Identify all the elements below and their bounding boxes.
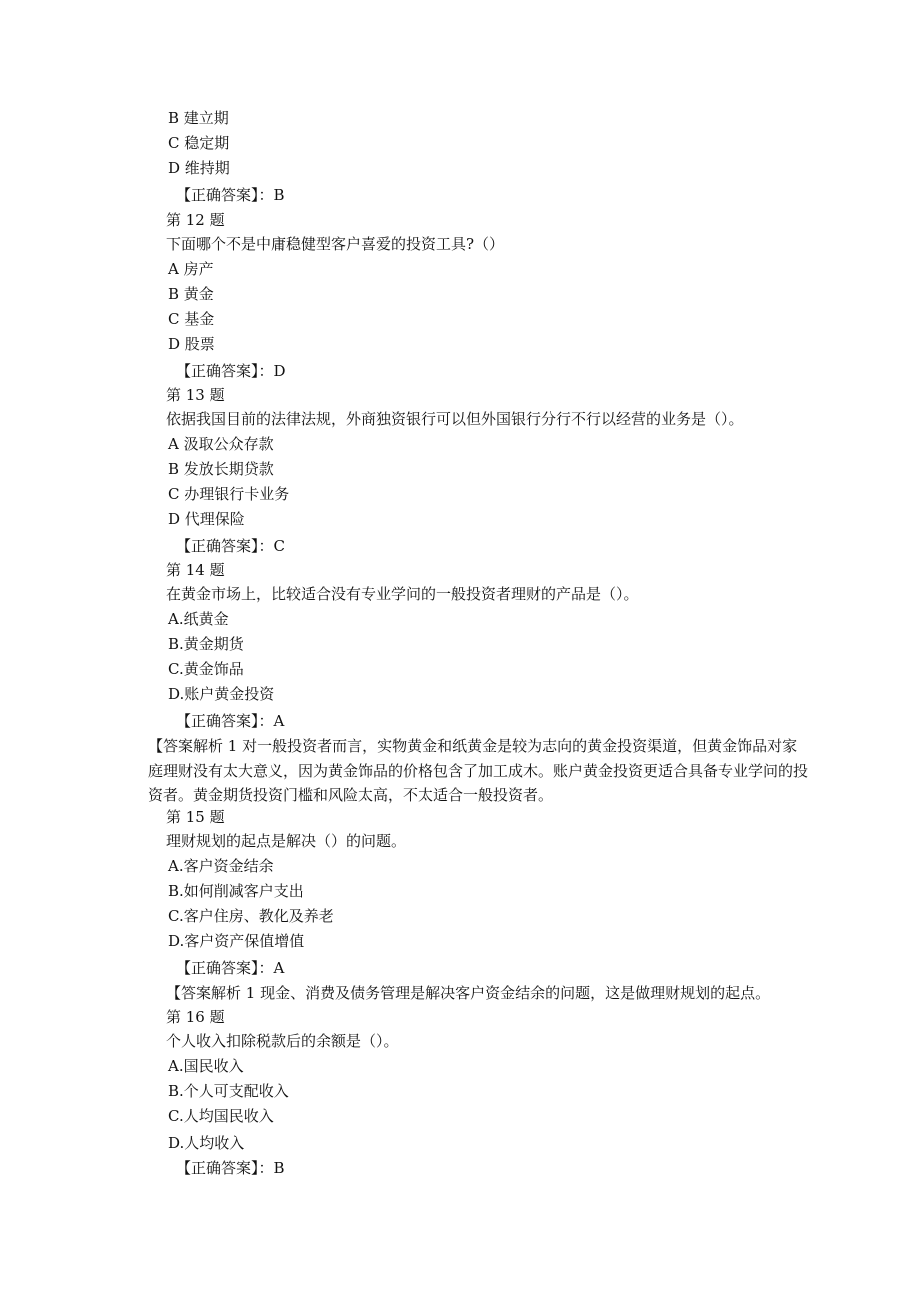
answer: 【正确答案】：A — [176, 959, 285, 977]
question-number: 第 15 题 — [166, 808, 225, 826]
option-d: D 股票 — [168, 335, 215, 353]
option-c: C.人均国民收入 — [168, 1107, 274, 1125]
option-d: D 维持期 — [168, 159, 230, 177]
answer: 【正确答案】：B — [176, 186, 285, 204]
option-b: B.如何削减客户支出 — [168, 882, 304, 900]
option-a: A.国民收入 — [168, 1057, 244, 1075]
option-a: A.纸黄金 — [168, 610, 229, 628]
option-d: D 代理保险 — [168, 510, 245, 528]
option-b: B 建立期 — [168, 109, 229, 127]
question-number: 第 12 题 — [166, 211, 225, 229]
option-c: C 基金 — [168, 310, 215, 328]
option-d: D.客户资产保值增值 — [168, 932, 305, 950]
question-text: 在黄金市场上，比较适合没有专业学问的一般投资者理财的产品是（）。 — [166, 585, 639, 603]
question-text: 个人收入扣除税款后的余额是（）。 — [166, 1032, 399, 1050]
option-c: C.黄金饰品 — [168, 660, 244, 678]
answer-explanation: 【答案解析 1 现金、消费及债务管理是解决客户资金结余的问题，这是做理财规划的起点。 — [166, 984, 771, 1002]
answer: 【正确答案】：B — [176, 1159, 285, 1177]
question-number: 第 14 题 — [166, 561, 225, 579]
question-text: 依据我国目前的法律法规，外商独资银行可以但外国银行分行不行以经营的业务是（）。 — [166, 410, 744, 428]
option-b: B 黄金 — [168, 285, 214, 303]
option-a: A 汲取公众存款 — [168, 435, 274, 453]
question-text: 理财规划的起点是解决（）的问题。 — [166, 832, 407, 850]
option-c: C 办理银行卡业务 — [168, 485, 290, 503]
option-a: A.客户资金结余 — [168, 857, 274, 875]
option-b: B.黄金期货 — [168, 635, 244, 653]
option-a: A 房产 — [168, 260, 214, 278]
question-number: 第 13 题 — [166, 386, 225, 404]
question-number: 第 16 题 — [166, 1008, 225, 1026]
option-d: D.人均收入 — [168, 1134, 245, 1152]
answer: 【正确答案】：A — [176, 712, 285, 730]
option-b: B.个人可支配收入 — [168, 1082, 289, 1100]
answer: 【正确答案】：D — [176, 362, 286, 380]
answer-explanation: 【答案解析 1 对一般投资者而言，实物黄金和纸黄金是较为志向的黄金投资渠道，但黄金饰品对家庭理财没有太大意义，因为黄金饰品的价格包含了加工成木。账户黄金投资更适合具备专业学问的投资者。黄金期货投资门槛和风险太高，不太适合一般投资者。 — [148, 737, 809, 804]
option-b: B 发放长期贷款 — [168, 460, 274, 478]
option-c: C 稳定期 — [168, 134, 230, 152]
answer: 【正确答案】：C — [176, 537, 285, 555]
option-c: C.客户住房、教化及养老 — [168, 907, 334, 925]
option-d: D.账户黄金投资 — [168, 685, 275, 703]
question-text: 下面哪个不是中庸稳健型客户喜爱的投资工具?（） — [166, 235, 505, 253]
